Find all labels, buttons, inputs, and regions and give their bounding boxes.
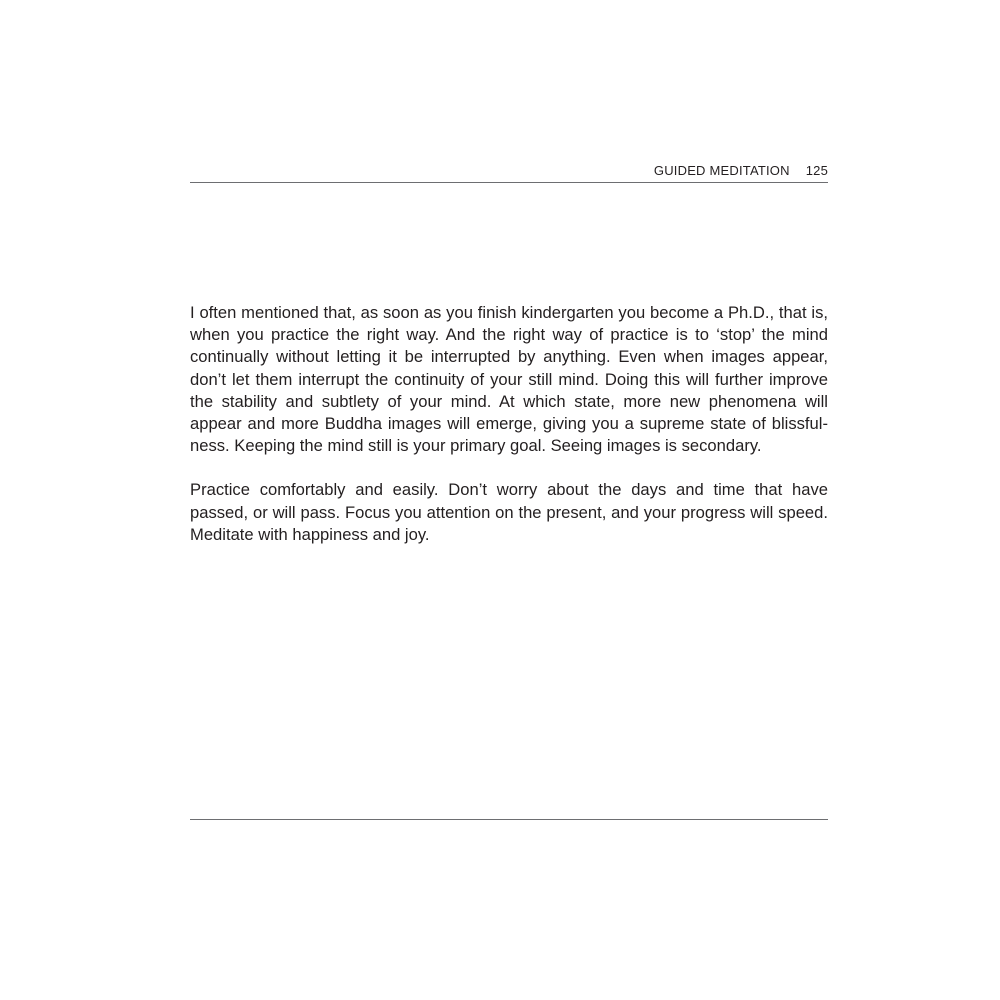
section-title: GUIDED MEDITATION: [653, 163, 790, 178]
body-text: [190, 302, 828, 546]
footer-rule: [190, 819, 828, 820]
page-number: 125: [805, 163, 828, 178]
running-header: [190, 163, 828, 183]
paragraph: Practice comfortably and easily. Don’t worry about the days and time that have passed, or will pass. Focus you attention on the present, and your progress will speed. Meditate with happiness and joy.: [190, 480, 828, 544]
paragraph: I often mentioned that, as soon as you finish kindergarten you become a Ph.D., that is, when you practice the right way. And the right way of practice is to ‘stop’ the mind continually without letting it be interrupted by anything. Even when images appear, don’t let them interrupt the continuity of your still mind. Doing this will further improve the stability and subtlety of your mind. At which state, more new phenomena will appear and more Buddha images will emerge, giving you a supreme state of blissfulness. Keeping the mind still is your primary goal. Seeing images is secondary.: [190, 303, 828, 456]
